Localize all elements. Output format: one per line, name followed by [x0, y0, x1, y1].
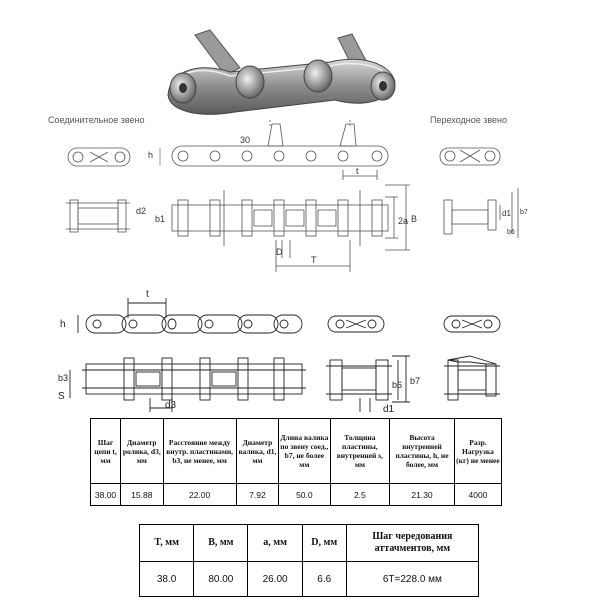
specs-header-cell: Шаг цепи t, мм	[91, 419, 121, 484]
connecting-link-label: Соединительное звено	[48, 115, 145, 125]
specs-value-cell: 15.88	[121, 484, 163, 506]
attachments-value-cell: 6.6	[302, 562, 346, 597]
specs-header-cell: Расстояние между внутр. пластинами, b3, не менее, мм	[163, 419, 236, 484]
connecting-link-side-view	[68, 148, 130, 166]
attachments-value-cell: 6T=228.0 мм	[346, 562, 478, 597]
specs-value-cell: 2.5	[330, 484, 390, 506]
attachments-header-cell: a, мм	[248, 525, 302, 562]
specs-value-cell: 38.00	[91, 484, 121, 506]
dim-b1-label: b1	[155, 214, 166, 224]
dim-d2-label: d2	[136, 206, 147, 216]
roller-chain-plan-view	[70, 358, 306, 412]
attachments-value-cell: 80.00	[194, 562, 248, 597]
dim-d3-label: d3	[165, 400, 177, 411]
specs-value-cell: 21.30	[390, 484, 455, 506]
dim-T-label: T	[311, 255, 317, 265]
specs-value-cell: 50.0	[279, 484, 330, 506]
dim-b6-label-top: b6	[507, 229, 515, 236]
attachments-header-row	[140, 525, 479, 562]
attachments-header-cell: D, мм	[302, 525, 346, 562]
specs-header-cell: Диаметр валика, d1, мм	[236, 419, 278, 484]
dim-B-label: B	[411, 214, 418, 224]
chain-3d-render	[168, 30, 395, 114]
dim-d1-label-top: d1	[502, 209, 511, 218]
dim-b7-label-bottom: b7	[410, 376, 421, 386]
connecting-link-plan-view	[66, 200, 130, 232]
specs-header-cell: Разр. Нагрузка (кг) не менее	[454, 419, 501, 484]
dim-2a-label: 2a	[398, 216, 409, 226]
attachments-value-cell: 38.0	[140, 562, 194, 597]
attachments-header-cell: B, мм	[194, 525, 248, 562]
attachments-header-cell: Шаг чередования аттачментов, мм	[346, 525, 478, 562]
dim-b3-label: b3	[58, 373, 69, 383]
specs-value-cell: 22.00	[163, 484, 236, 506]
dim-30-label: 30	[240, 135, 251, 145]
specs-header-cell: Длина валика по звену соед., b7, не более мм	[279, 419, 330, 484]
roller-chain-end-view-2	[444, 316, 500, 332]
specs-value-cell: 4000	[454, 484, 501, 506]
specs-header-cell: Диаметр ролика, d3, мм	[121, 419, 163, 484]
attachments-value-cell: 26.00	[248, 562, 302, 597]
specs-header-row	[91, 419, 502, 484]
roller-chain-end-view-1	[328, 316, 384, 332]
dim-d1-label-bottom: d1	[383, 404, 395, 415]
dim-b6-label-bottom: b6	[392, 380, 403, 390]
dim-t-label-bottom: t	[146, 289, 149, 300]
dim-D-label: D	[276, 247, 283, 257]
dim-S-label: S	[58, 391, 65, 402]
attachments-value-row	[140, 562, 479, 597]
specs-value-row	[91, 484, 502, 506]
roller-chain-offset-link-view	[444, 356, 500, 400]
dim-b7-label-top: b7	[520, 209, 528, 216]
roller-chain-side-view	[78, 298, 302, 333]
specs-header-cell: Высота внутренней пластины, h, не более, мм	[390, 419, 455, 484]
attachment-chain-plan-view	[172, 185, 410, 272]
dim-t-label-top: t	[356, 166, 359, 176]
transition-link-label: Переходное звено	[430, 115, 508, 125]
attachments-header-cell: T, мм	[140, 525, 194, 562]
specs-table	[90, 418, 502, 506]
transition-link-side-view	[440, 148, 500, 165]
dim-h-label-bottom: h	[60, 319, 66, 330]
specs-header-cell: Толщина пластины, внутренней s, мм	[330, 419, 390, 484]
specs-value-cell: 7.92	[236, 484, 278, 506]
attachments-table	[139, 524, 479, 597]
dim-h-label: h	[148, 150, 154, 160]
